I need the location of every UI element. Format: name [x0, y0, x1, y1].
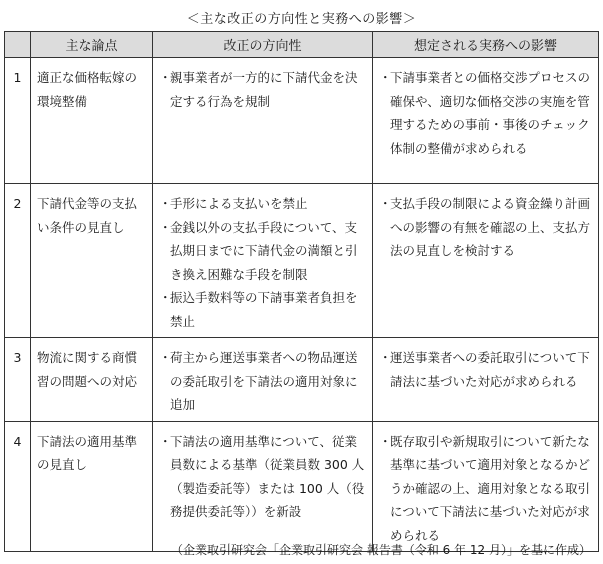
bullet-mark: ・ — [159, 219, 172, 235]
header-number — [5, 32, 31, 58]
row-impact — [373, 421, 599, 552]
row-number: 2 — [5, 184, 31, 338]
bullet-mark: ・ — [379, 196, 392, 211]
row-impact — [373, 58, 599, 184]
row-number: 1 — [5, 58, 31, 184]
bullet-mark: ・ — [379, 70, 392, 85]
impact-item: ・ 運送事業者への委託取引について下請法に基づいた対応が求められる — [379, 346, 592, 393]
header-impact: 想定される実務への影響 — [373, 32, 599, 58]
row-issue: 物流に関する商慣習の問題への対応 — [31, 338, 153, 422]
header-row — [5, 32, 599, 58]
bullet-mark: ・ — [159, 290, 172, 305]
direction-item: ・ 振込手数料等の下請事業者負担を禁止 — [159, 286, 366, 333]
table-row — [5, 421, 599, 552]
source-caption: （企業取引研究会「企業取引研究会 報告書（令和 6 年 12 月）」を基に作成） — [171, 543, 591, 557]
row-direction — [153, 58, 373, 184]
row-number: 4 — [5, 421, 31, 552]
row-direction — [153, 338, 373, 422]
header-issue: 主な論点 — [31, 32, 153, 58]
table-row — [5, 338, 599, 422]
table-row — [5, 184, 599, 338]
direction-item: ・ 親事業者が一方的に下請代金を決定する行為を規制 — [159, 66, 366, 113]
header-direction: 改正の方向性 — [153, 32, 373, 58]
bullet-mark: ・ — [159, 350, 172, 365]
table-title: ＜主な改正の方向性と実務への影響＞ — [186, 12, 417, 27]
bullet-mark: ・ — [379, 350, 392, 365]
row-impact — [373, 184, 599, 338]
impact-item: ・ 下請事業者との価格交渉プロセスの確保や、適切な価格交渉の実施を管理するための事前・事後のチェック体制の整備が求められる — [379, 66, 592, 160]
reform-table — [4, 31, 599, 552]
bullet-mark: ・ — [159, 196, 172, 211]
direction-item: ・ 荷主から運送事業者への物品運送の委託取引を下請法の適用対象に追加 — [159, 346, 366, 417]
bullet-mark: ・ — [159, 433, 172, 449]
row-issue: 下請代金等の支払い条件の見直し — [31, 184, 153, 338]
row-direction — [153, 184, 373, 338]
table-row — [5, 58, 599, 184]
row-issue: 下請法の適用基準の見直し — [31, 421, 153, 552]
impact-item: ・ 既存取引や新規取引について新たな基準に基づいて適用対象となるかどうか確認の上、適用対象となる取引について下請法に基づいた対応が求められる — [379, 430, 592, 548]
bullet-mark: ・ — [379, 433, 392, 449]
row-number: 3 — [5, 338, 31, 422]
row-direction — [153, 421, 373, 552]
direction-item: ・ 下請法の適用基準について、従業員数による基準（従業員数 300 人（製造委託等）または 100 人（役務提供委託等））を新設 — [159, 430, 366, 524]
bullet-mark: ・ — [159, 70, 172, 85]
direction-item: ・ 金銭以外の支払手段について、支払期日までに下請代金の満額と引き換え困難な手段を制限 — [159, 216, 366, 287]
direction-item: ・ 手形による支払いを禁止 — [159, 192, 366, 216]
impact-item: ・ 支払手段の制限による資金繰り計画への影響の有無を確認の上、支払方法の見直しを検討する — [379, 192, 592, 263]
row-impact — [373, 338, 599, 422]
row-issue: 適正な価格転嫁の環境整備 — [31, 58, 153, 184]
